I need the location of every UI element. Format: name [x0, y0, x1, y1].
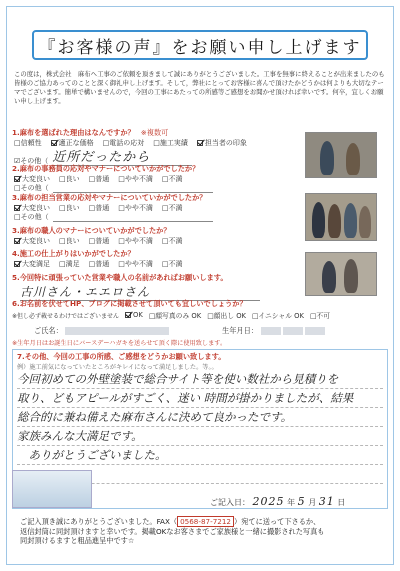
checkbox-checked-icon — [14, 205, 20, 211]
name-label: ご氏名： — [34, 326, 63, 335]
q5-option-slightly-bad[interactable]: □やや不満 — [118, 260, 153, 268]
date-month[interactable]: 5 — [297, 495, 306, 508]
q5-option-satisfied[interactable]: □満足 — [59, 260, 80, 268]
date-day-unit: 日 — [337, 498, 346, 507]
q2-option-bad[interactable]: □不満 — [161, 175, 183, 183]
checkbox-checked-icon — [14, 176, 20, 182]
date-label: ご記入日： — [210, 498, 250, 507]
footer-line-1: ご記入頂き誠にありがとうございました。FAX（ 0568-87-7212 ）宛てに送って下さるか、 — [20, 517, 321, 526]
question-6: 5.今回特に頑張っていた営業や職人の名前があればお願いします。 — [12, 273, 228, 282]
comment-line: 家族みんな大満足です。 — [17, 427, 383, 446]
question-1-note: ※複数可 — [140, 128, 169, 137]
q5-option-bad[interactable]: □不満 — [161, 260, 183, 268]
q7-option-ok[interactable]: OK — [125, 310, 143, 320]
person-figure — [312, 202, 325, 238]
q5-option-normal[interactable]: □普通 — [88, 260, 110, 268]
customer-photo-2 — [305, 193, 377, 241]
person-figure — [344, 203, 357, 238]
footer-line-3: 同封頂けるますと粗品進呈中です☆ — [20, 536, 135, 545]
birth-year-redacted[interactable] — [261, 327, 281, 335]
comment-line: 今回初めての外壁塗装で総合サイト等を使い数社から見積りを — [17, 370, 383, 389]
fax-number: 0568-87-7212 — [177, 516, 234, 527]
footer — [20, 517, 388, 546]
question-4-options — [14, 236, 183, 246]
q2-option-slightly-bad[interactable]: □やや不満 — [118, 175, 153, 183]
question-3: 3.麻布の担当営業の応対やマナーについていかがでしたか？ — [12, 193, 207, 202]
name-field-redacted[interactable] — [65, 327, 169, 335]
comment-box-example: 例）施工前気になっていたところがキレイになって満足しました。等。。 — [17, 364, 218, 371]
question-5: 4.施工の仕上がりはいかがでしたか？ — [12, 249, 135, 258]
q3-option-very-good[interactable]: 大変良い — [14, 203, 50, 213]
q7-option-no[interactable]: □不可 — [309, 312, 330, 320]
question-5-options — [14, 259, 183, 269]
date-year[interactable]: 2025 — [252, 495, 285, 508]
birth-day-redacted[interactable] — [305, 327, 325, 335]
date-month-unit: 月 — [308, 498, 317, 507]
question-2: 2.麻布の事務員の応対やマナーについていかがでしたか？ — [12, 164, 200, 173]
name-field-row — [34, 326, 169, 336]
person-figure — [344, 259, 358, 293]
person-figure — [346, 143, 360, 175]
question-6-answer[interactable]: 古川さん・エエロさん — [20, 283, 260, 301]
birth-field-row — [222, 326, 326, 336]
customer-photo-1 — [305, 132, 377, 178]
birth-note: ※生年月日はお誕生日にバースデーハガキを送らせて頂く際に使用致します。 — [12, 340, 227, 347]
q7-option-photo-only[interactable]: □顔写真のみ OK — [148, 312, 202, 320]
q7-note: ※但し必ず載せるわけではございません — [12, 312, 120, 320]
question-2-other: □その他（ — [14, 183, 213, 193]
q1-option-staff[interactable]: 担当者の印象 — [197, 138, 247, 148]
q4-option-normal[interactable]: □普通 — [88, 237, 110, 245]
person-figure — [322, 261, 336, 293]
checkbox-checked-icon — [14, 238, 20, 244]
birth-label: 生年月日： — [222, 326, 258, 335]
question-4: 3.麻布の職人のマナーについていかがでしたか？ — [12, 226, 171, 235]
q3-option-normal[interactable]: □普通 — [88, 204, 110, 212]
question-2-other-field[interactable] — [53, 184, 213, 193]
staff-group-photo — [12, 470, 92, 508]
q1-option-phone[interactable]: □電話の応対 — [102, 139, 145, 147]
q2-option-good[interactable]: □良い — [59, 175, 80, 183]
q1-option-reliability[interactable]: □信頼性 — [14, 139, 42, 147]
question-1-other: ☑その他（ 近所だったから — [14, 146, 192, 166]
question-7: 6.お名前を伏せてHP、ブログに掲載させて頂いても宜しいでしょうか？ — [12, 299, 247, 308]
comment-box-heading: 7.その他、今回の工事の所感、ご感想をどうかお願い致します。 — [17, 352, 226, 361]
comment-lines[interactable] — [17, 370, 383, 484]
q3-option-bad[interactable]: □不満 — [161, 204, 183, 212]
q4-option-good[interactable]: □良い — [59, 237, 80, 245]
person-figure — [359, 206, 371, 238]
q4-option-slightly-bad[interactable]: □やや不満 — [118, 237, 153, 245]
question-1-label: 1.麻布を選ばれた理由はなんですか？ — [12, 128, 135, 137]
question-1-other-answer[interactable]: 近所だったから — [52, 146, 192, 166]
q3-option-slightly-bad[interactable]: □やや不満 — [118, 204, 153, 212]
q1-option-track-record[interactable]: □施工実績 — [153, 139, 188, 147]
checkbox-checked-icon — [14, 261, 20, 267]
date-day[interactable]: 31 — [318, 495, 335, 508]
question-1 — [12, 128, 168, 138]
question-3-other: □その他（ — [14, 212, 213, 222]
question-3-other-field[interactable] — [53, 213, 213, 222]
q1-option-price[interactable]: 適正な価格 — [51, 138, 94, 148]
q5-option-very-satisfied[interactable]: 大変満足 — [14, 259, 50, 269]
q4-option-bad[interactable]: □不満 — [161, 237, 183, 245]
checkbox-checked-icon — [125, 312, 131, 318]
comment-line: 取り、どもアピールがすごく、迷い 時間が掛かりましたが、結果 — [17, 389, 383, 408]
intro-text: この度は，株式会社 麻布へ工事のご依頼を頂きまして誠にありがとうございました。工事を無事に終えることが出来ましたのも皆様のご協力あってのことと深く御礼申し上げます。そして，弊社にとってお客様に喜んで頂けたかどうかは何よりも大切なテーマでございます。簡単で構いませんので，今回の工事にあたっての所感等ご感想をお聞かせ頂ければ幸いです。何卒，宜しくお願い申し上げます。 — [14, 70, 385, 105]
checkbox-checked-icon — [197, 140, 203, 146]
page-title — [32, 30, 368, 60]
question-7-options — [12, 310, 330, 320]
comment-line: ありがとうございました。 — [17, 446, 383, 465]
page-title-text: 『お客様の声』をお願い申し上げます — [38, 37, 362, 58]
fill-date — [210, 495, 345, 508]
q2-option-normal[interactable]: □普通 — [88, 175, 110, 183]
person-figure — [328, 204, 341, 238]
q7-option-face[interactable]: □顔出し OK — [207, 312, 246, 320]
q4-option-very-good[interactable]: 大変良い — [14, 236, 50, 246]
q3-option-good[interactable]: □良い — [59, 204, 80, 212]
q2-option-very-good[interactable]: 大変良い — [14, 174, 50, 184]
birth-month-redacted[interactable] — [283, 327, 303, 335]
q7-option-initial[interactable]: □イニシャル OK — [252, 312, 304, 320]
person-figure — [320, 141, 334, 175]
footer-line-2: 返信封筒に同封頂けますと幸いです。掲載OKなお客さまでご家族様と一緒に撮影された写真も — [20, 526, 325, 536]
date-year-unit: 年 — [287, 498, 296, 507]
customer-photo-3 — [305, 252, 377, 296]
comment-line: 総合的に兼ね備えた麻布さんに決めて良かったです。 — [17, 408, 383, 427]
